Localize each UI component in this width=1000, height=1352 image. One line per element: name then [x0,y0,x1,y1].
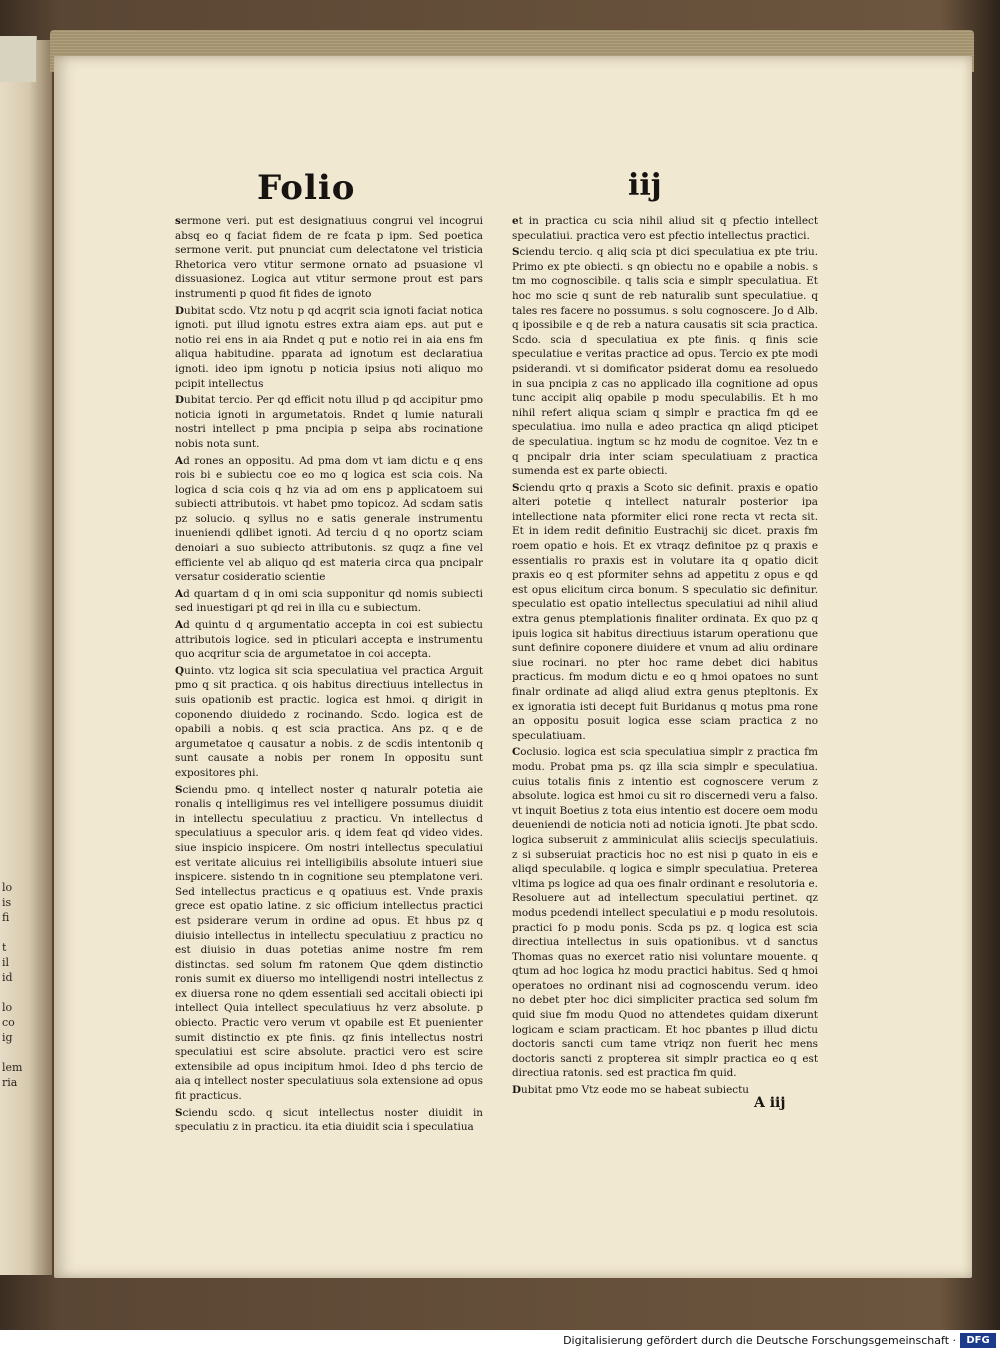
dfg-logo[interactable]: DFG [960,1333,996,1348]
paragraph: Quinto. vtz logica sit scia speculatiua vel practica Arguit pmo q sit practica. q ois habitus directiuus intellectus in suis opationib est practic. logica est hmoi. q dirigit in coponendo diuidedo z rocinando. Scdo. logica est de opabili a nobis. q est scia practica. Ans pz. q e de argumetatoe q causatur a nobis. z de scdis intentonib q sunt causate a nobis per ronem In oppositu sunt expositores phi. [175,664,483,779]
leaf-number: iij [628,168,662,203]
paragraph: Sciendu pmo. q intellect noster q naturalr potetia aie ronalis q intelligimus res vel intelligere possumus diuidit in intellectu speculatiuu z practicu. Vn intellectus d speculatiuus a speculor aris. q idem feat qd video vides. siue inspicio inspicere. Om nostri intellectus speculatiui est veritate alicuius rei intelligibilis absolute intueri siue inspicere. sistendo tn in cognitione seu ptemplatone veri. Sed intellectus practicus e q opatiuus est. Vnde praxis grece est opatio latine. z sic officium intellectus practici est psiderare verum in ordine ad opus. Et hbus pz q diuisio intellectus in intellectu speculatiuu z practicu no est diuisio in duas potetias anime nostre fm rem distinctas. sed solum fm ratonem Que qdem distinctio ronis sumit ex diuerso mo intelligendi nostri intellectus z ex diuersa rone no qdem essentiali sed accitali obiecti ipi intellect Quia intellect speculatiuus hz verz absolute. p obiecto. Practic vero verum vt opabile est Et puenienter sumit distinctio ex pte finis. qz finis intellectus nostri speculatiui est scire absolute. practici vero est scire extensibile ad opus incipitum hmoi. Ideo d phs tercio de aia q intellect noster speculatiuus sola extensione ad opus fit practicus. [175,783,483,1103]
paragraph: Sciendu qrto q praxis a Scoto sic definit. praxis e opatio alteri potetie q intellect naturalr posterior ipa intellectione nata pformiter elici rone recta vt recta sit. Et in idem redit definitio Eustrachij sic dicet. praxis fm roem opatio e hois. Et ex vtraqz definitoe pz q praxis e essentialis ro praxis est in volutare ita q opatio dicit praxis eo q est pformiter sehns ad appetitu z opus e qd est opus elicitum circa bonum. S speculatio sic definitur. speculatio est opatio intellectus speculatiui ad nihil aliud extra genus ptemplationis finaliter ordinata. Ex quo pz q ipuis logica sit habitus directiuus istarum operationu que sunt definire coponere diuidere et vnum ad aliu ordinare siue rocinari. no pter hoc rame debet dici habitus practicus. fm modum dictu e eo q hmoi opatoes no sunt finalr ordinate ad aliqd aliud extra genus ptepltonis. Ex ex ignoratia isti decept fuit Buridanus q motus pma rone an oppositu posuit logica esse sciam practica z no speculatiuam. [512,481,818,742]
paragraph: Coclusio. logica est scia speculatiua simplr z practica fm modu. Probat pma ps. qz illa scia simplr e speculatiua. cuius totalis finis z intentio est cognoscere verum z absolute. logica est hmoi cu sit ro discernedi veru a falso. vt inquit Boetius z tota eius intentio est docere oem modu deueniendi de noticia noti ad noticia ignoti. Jte pbat scdo. logica subseruit z amminiculat aliis sciecijs speculatiuis. z si subseruiat practicis hoc no est nisi p quato in eis e aliqd speculabile. q logica e simplr speculatiua. Preterea vltima ps logice ad qua oes finalr ordinant e resolutoria e. Resoluere aut ad intellectum speculatiui pertinet. qz modus pcedendi intellect speculatiui e p modu resolutois. practici fo p modu ponis. Scda ps pz. q logica est scia directiua intellectus in suis opationibus. vt d sanctus Thomas quas no exercet ratio nisi voluntare mouente. q qtum ad hoc logica hz modu practici habitus. Sed q hmoi operatoes no ordinant nisi ad cognoscendu verum. ideo no debet pter hoc dici simpliciter practica sed solum fm quid siue fm modu Quod no attendetes quidam dixerunt logicam e sciam practicam. Et hoc pbantes p illud dictu doctoris sancti cum tame vtriqz non fuerit hec mens doctoris sancti z propterea sit simplr practica eo q est directiua ratonis. sed est practica fm quid. [512,746,818,1080]
paragraph: Dubitat pmo Vtz eode mo se habeat subiectu [512,1084,749,1097]
text-column-right [512,214,818,1097]
paragraph: sermone veri. put est designatiuus congrui vel incogrui absq eo q faciat fidem de re fcata p ipm. Sed poetica sermone verit. put pnunciat cum delectatone vel tristicia Rhetorica vero vtitur sermone ornato ad psuasione vl dissuasionez. Logica aut vtitur sermone prout est pars instrumenti p quod fit fides de ignoto [175,215,483,300]
facing-page-fragments: lo is fi t il id lo co ig lem ria [2,881,23,1089]
signature-mark: A iij [754,1095,786,1111]
paragraph: Ad rones an oppositu. Ad pma dom vt iam dictu e q ens rois bi e subiectu coe eo mo q logica est scia cois. Na logica d scia cois q hz via ad om ens p applicatoem sui subiecti attributois. vt habet pmo topicoz. Ad scdam satis pz solucio. q syllus no e satis generale instrumentu inueniendi qdlibet ignoti. Ad terciu d q no oportz sciam denoiari a suo subiecto attributonis. sz quqz a fine vel efficiente vel ab aliquo qd est materia circa qua pncipalr versatur cosideratio scientie [175,454,483,584]
text-column-left [175,214,483,1134]
funding-credit: Digitalisierung gefördert durch die Deutsche Forschungsgemeinschaft · [563,1334,956,1347]
paragraph: Dubitat scdo. Vtz notu p qd acqrit scia ignoti faciat notica ignoti. put illud ignotu estres extra aiam eps. aut put e notio rei ens in aia Rndet q put e notio rei in aia ens fm aliqua habitudine. pparata ad ignotum est declaratiua ignoti. ideo ipm ignotu p noticia ipsius noti aliquo mo pcipit intellectus [175,304,483,390]
paragraph: Ad quintu d q argumentatio accepta in coi est subiectu attributois logice. sed in pticulari accepta e instrumentu quo acqritur scia de argumetatoe in coi accepta. [175,619,483,661]
footer-bar [0,1330,1000,1352]
folio-header: Folio [257,168,356,208]
paragraph: Sciendu scdo. q sicut intellectus noster diuidit in speculatiu z in practicu. ita etia diuidit scia i speculatiua [175,1106,483,1134]
paragraph: Sciendu tercio. q aliq scia pt dici speculatiua ex pte triu. Primo ex pte obiecti. s qn obiectu no e opabile a nobis. s tm mo cognoscibile. q talis scia e simplr speculatiua. Et hoc mo scie q sunt de reb naturalib sunt speculatiue. q tales res facere no possumus. s solu cognoscere. Jo d Alb. q ipossibile e q de reb a natura causatis sit scia practica. Scdo. scia d speculatiua ex pte finis. q finis scie speculatiue e veritas practice ad opus. Tercio ex pte modi psiderandi. vt si domificator psiderat domu ea resoluedo in sua pncipia z cas no applicado illa cognitione ad opus tunc accipit aliq opabile p modu speculabilis. Et h mo nihil refert aliqua sciam q simplr e practica fm qd ee speculatiua. imo nulla e adeo practica qn aliqd pticipet de speculatiua. ingtum sc hz modu de cognitoe. Vez tn e q pncipalr dria inter sciam speculatiuam z practica sumenda est ex parte obiecti. [512,246,818,478]
paragraph: et in practica cu scia nihil aliud sit q pfectio intellect speculatiui. practica vero est pfectio intellectus practici. [512,215,818,242]
paper-tag [0,36,37,82]
paragraph: Dubitat tercio. Per qd efficit notu illud p qd accipitur pmo noticia ignoti in argumetatois. Rndet q lumie naturali nostri intellect p pma pncipia p seipa abs rocinatione nobis nota sunt. [175,394,483,450]
paragraph: Ad quartam d q in omi scia supponitur qd nomis subiecti sed inuestigari pt qd rei in illa cu e subiectum. [175,587,483,615]
